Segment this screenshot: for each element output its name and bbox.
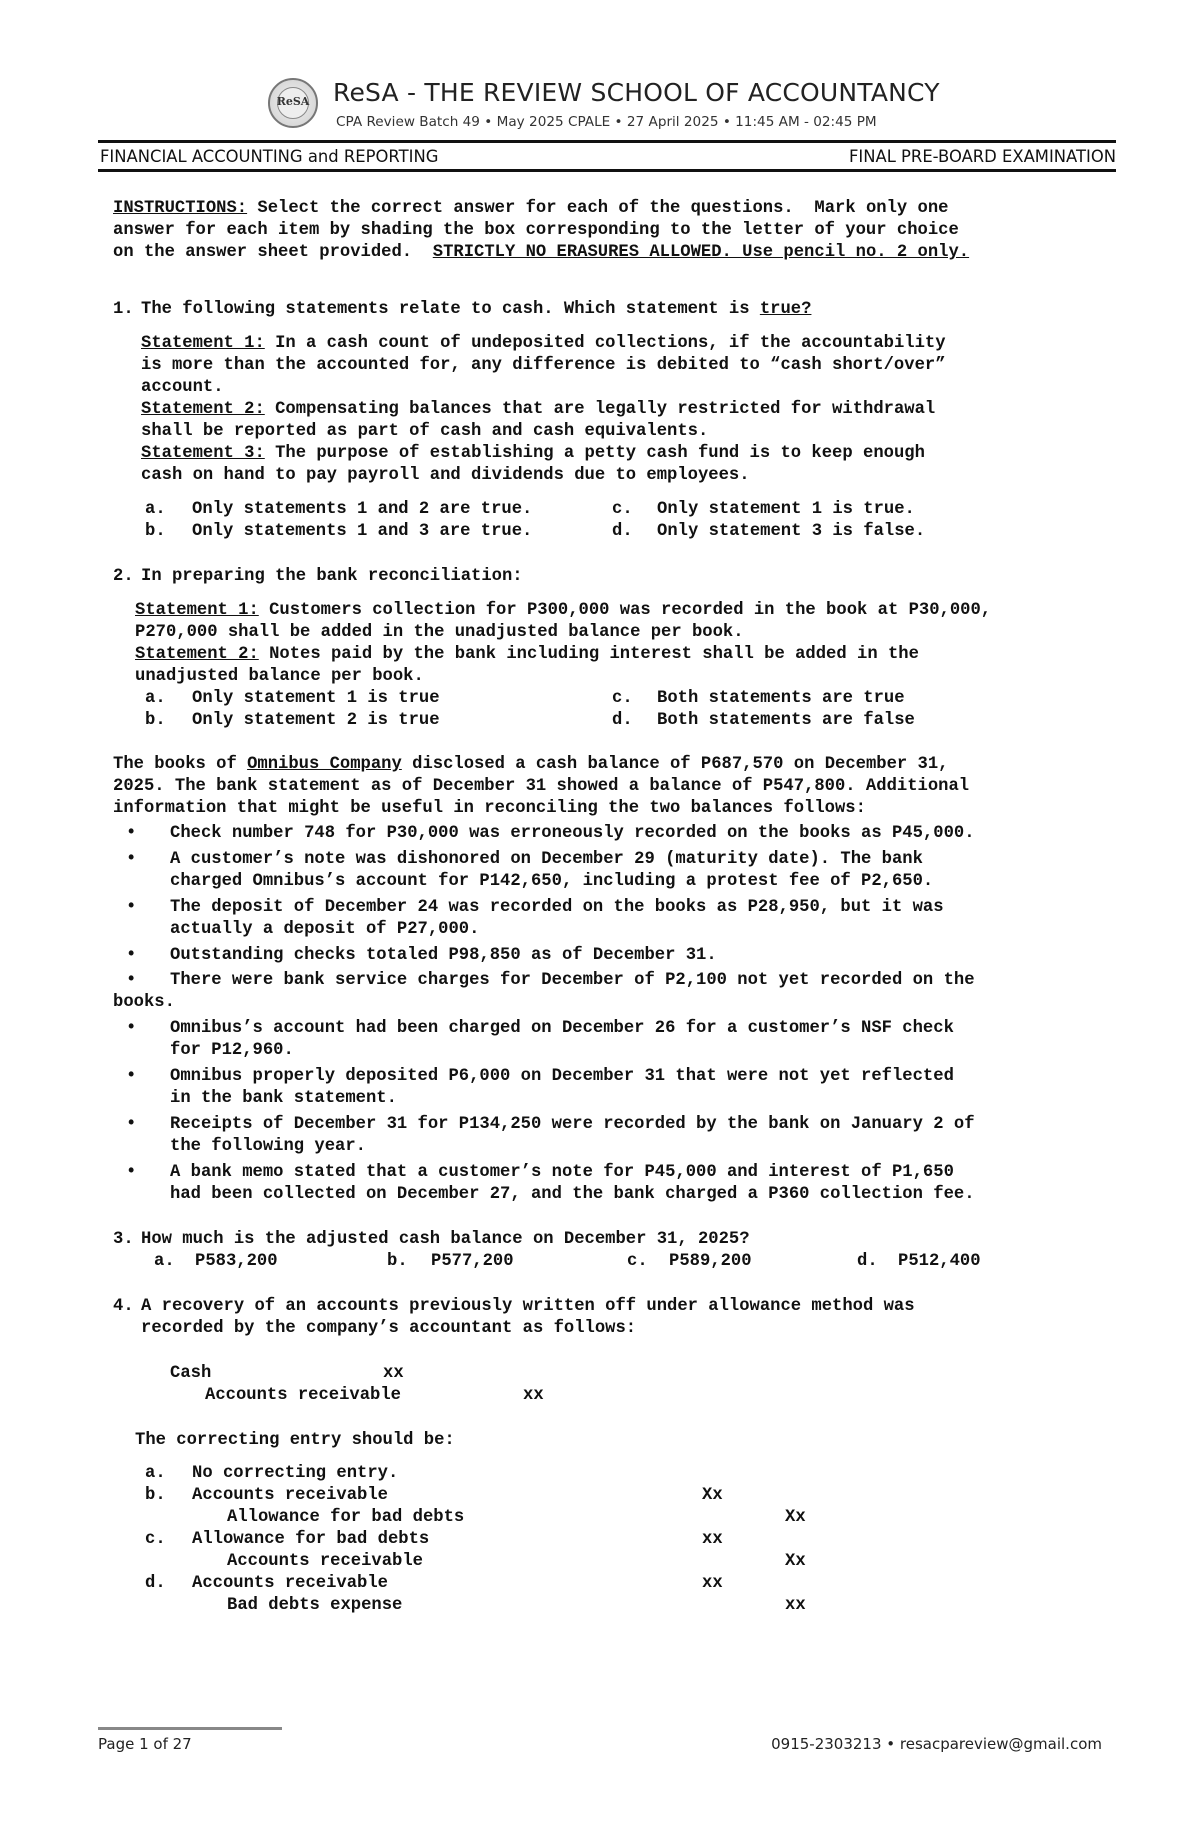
list-item: Outstanding checks totaled P98,850 as of December 31. [170, 946, 717, 965]
bullet-icon: • [126, 850, 137, 869]
statement-text: Notes paid by the bank including interest shall be added in the [258, 645, 919, 664]
question-number: 3. [113, 1230, 134, 1249]
statement-text: is more than the accounted for, any difference is debited to “cash short/over” [141, 356, 946, 375]
choice-credit-amount: xx [785, 1596, 806, 1615]
header-top-rule [98, 140, 1116, 143]
journal-debit-account: Cash [170, 1364, 212, 1383]
instructions-line-2: answer for each item by shading the box corresponding to the letter of your choice [113, 221, 959, 240]
page-header [0, 0, 1200, 166]
bullet-icon: • [126, 946, 137, 965]
choice-credit-amount: Xx [785, 1552, 806, 1571]
choice-debit-amount: xx [702, 1530, 723, 1549]
footer-rule [98, 1727, 282, 1730]
case-text: disclosed a cash balance of P687,570 on December 31, [401, 755, 949, 774]
list-item: Omnibus’s account had been charged on December 26 for a customer’s NSF check [170, 1019, 954, 1038]
choice-letter: a. [145, 689, 166, 708]
choice-credit-account: Accounts receivable [227, 1552, 423, 1571]
choice-text: Only statement 1 is true. [657, 500, 915, 519]
subject-title: FINANCIAL ACCOUNTING and REPORTING [100, 147, 439, 166]
list-item: Receipts of December 31 for P134,250 were recorded by the bank on January 2 of [170, 1115, 975, 1134]
question-prompt: The correcting entry should be: [135, 1431, 455, 1450]
list-item: A bank memo stated that a customer’s note for P45,000 and interest of P1,650 [170, 1163, 954, 1182]
bullet-icon: • [126, 824, 137, 843]
question-stem: In preparing the bank reconciliation: [141, 567, 523, 586]
bullet-icon: • [126, 1019, 137, 1038]
choice-text: Only statement 1 is true [192, 689, 440, 708]
choice-text: P583,200 [195, 1252, 278, 1271]
choice-debit-account: Allowance for bad debts [192, 1530, 430, 1549]
choice-text: Only statements 1 and 2 are true. [192, 500, 533, 519]
choice-letter: d. [857, 1252, 878, 1271]
bullet-icon: • [126, 898, 137, 917]
list-item-cont: books. [113, 993, 175, 1012]
choice-letter: d. [612, 522, 633, 541]
page-number: Page 1 of 27 [98, 1735, 192, 1753]
instructions-line-1: Select the correct answer for each of the questions. Mark only one [247, 199, 949, 218]
journal-debit-amount: xx [383, 1364, 404, 1383]
statement-text: cash on hand to pay payroll and dividends due to employees. [141, 466, 750, 485]
list-item: A customer’s note was dishonored on December 29 (maturity date). The bank [170, 850, 923, 869]
journal-credit-amount: xx [523, 1386, 544, 1405]
statement-label: Statement 2: [135, 645, 259, 664]
journal-credit-account: Accounts receivable [205, 1386, 401, 1405]
contact-info: 0915-2303213 • resacpareview@gmail.com [771, 1735, 1102, 1753]
question-stem: The following statements relate to cash. Which statement is [141, 300, 760, 319]
exam-title: FINAL PRE-BOARD EXAMINATION [848, 147, 1116, 166]
bullet-icon: • [126, 1115, 137, 1134]
choice-letter: c. [627, 1252, 648, 1271]
choice-text: P512,400 [898, 1252, 981, 1271]
list-item: Check number 748 for P30,000 was erroneously recorded on the books as P45,000. [170, 824, 975, 843]
statement-text: P270,000 shall be added in the unadjusted balance per book. [135, 623, 744, 642]
question-stem-emphasis: true? [759, 300, 812, 319]
question-stem: recorded by the company’s accountant as follows: [141, 1319, 637, 1338]
bullet-icon: • [126, 1067, 137, 1086]
choice-letter: c. [612, 500, 633, 519]
choice-text: Both statements are false [657, 711, 915, 730]
header-bottom-rule [98, 169, 1116, 172]
question-number: 2. [113, 567, 134, 586]
case-text: 2025. The bank statement as of December 31 showed a balance of P547,800. Additional [113, 777, 970, 796]
choice-letter: d. [145, 1574, 166, 1593]
school-name: ReSA - THE REVIEW SCHOOL OF ACCOUNTANCY [333, 78, 940, 107]
question-stem: A recovery of an accounts previously written off under allowance method was [141, 1297, 915, 1316]
statement-text: Compensating balances that are legally restricted for withdrawal [264, 400, 936, 419]
company-name: Omnibus Company [247, 755, 402, 774]
instructions-line-3: on the answer sheet provided. [113, 243, 433, 262]
list-item-cont: for P12,960. [170, 1041, 294, 1060]
instructions-warning: STRICTLY NO ERASURES ALLOWED. Use pencil no. 2 only. [432, 243, 970, 262]
list-item: The deposit of December 24 was recorded on the books as P28,950, but it was [170, 898, 944, 917]
choice-letter: b. [145, 711, 166, 730]
choice-debit-account: Accounts receivable [192, 1574, 388, 1593]
statement-label: Statement 3: [141, 444, 265, 463]
instructions-label: INSTRUCTIONS: [113, 199, 248, 218]
list-item-cont: had been collected on December 27, and the bank charged a P360 collection fee. [170, 1185, 975, 1204]
choice-letter: c. [145, 1530, 166, 1549]
statement-text: shall be reported as part of cash and cash equivalents. [141, 422, 709, 441]
question-number: 4. [113, 1297, 134, 1316]
exam-details: CPA Review Batch 49 • May 2025 CPALE • 27 April 2025 • 11:45 AM - 02:45 PM [336, 114, 877, 130]
choice-debit-amount: Xx [702, 1486, 723, 1505]
statement-text: unadjusted balance per book. [135, 667, 424, 686]
choice-text: Only statement 2 is true [192, 711, 440, 730]
question-number: 1. [113, 300, 134, 319]
case-text: The books of [113, 755, 248, 774]
choice-letter: c. [612, 689, 633, 708]
choice-letter: d. [612, 711, 633, 730]
list-item: Omnibus properly deposited P6,000 on December 31 that were not yet reflected [170, 1067, 954, 1086]
choice-text: No correcting entry. [192, 1464, 399, 1483]
question-stem: How much is the adjusted cash balance on December 31, 2025? [141, 1230, 750, 1249]
choice-debit-account: Accounts receivable [192, 1486, 388, 1505]
choice-text: Both statements are true [657, 689, 905, 708]
choice-text: Only statements 1 and 3 are true. [192, 522, 533, 541]
choice-debit-amount: xx [702, 1574, 723, 1593]
logo-text: ReSA [276, 95, 310, 108]
choice-letter: b. [387, 1252, 408, 1271]
choice-letter: a. [145, 1464, 166, 1483]
bullet-icon: • [126, 971, 137, 990]
choice-text: Only statement 3 is false. [657, 522, 926, 541]
list-item-cont: actually a deposit of P27,000. [170, 920, 480, 939]
case-text: information that might be useful in reconciling the two balances follows: [113, 799, 866, 818]
list-item-cont: the following year. [170, 1137, 366, 1156]
statement-text: Customers collection for P300,000 was recorded in the book at P30,000, [258, 601, 992, 620]
school-logo [268, 78, 318, 128]
statement-text: The purpose of establishing a petty cash fund is to keep enough [264, 444, 925, 463]
statement-text: account. [141, 378, 224, 397]
bullet-icon: • [126, 1163, 137, 1182]
choice-letter: b. [145, 522, 166, 541]
list-item: There were bank service charges for December of P2,100 not yet recorded on the [170, 971, 975, 990]
choice-credit-amount: Xx [785, 1508, 806, 1527]
statement-label: Statement 1: [135, 601, 259, 620]
statement-label: Statement 1: [141, 334, 265, 353]
choice-credit-account: Bad debts expense [227, 1596, 403, 1615]
list-item-cont: in the bank statement. [170, 1089, 397, 1108]
statement-text: In a cash count of undeposited collections, if the accountability [264, 334, 946, 353]
choice-text: P577,200 [431, 1252, 514, 1271]
choice-letter: a. [145, 500, 166, 519]
choice-letter: b. [145, 1486, 166, 1505]
statement-label: Statement 2: [141, 400, 265, 419]
choice-credit-account: Allowance for bad debts [227, 1508, 465, 1527]
choice-letter: a. [154, 1252, 175, 1271]
choice-text: P589,200 [669, 1252, 752, 1271]
list-item-cont: charged Omnibus’s account for P142,650, including a protest fee of P2,650. [170, 872, 934, 891]
